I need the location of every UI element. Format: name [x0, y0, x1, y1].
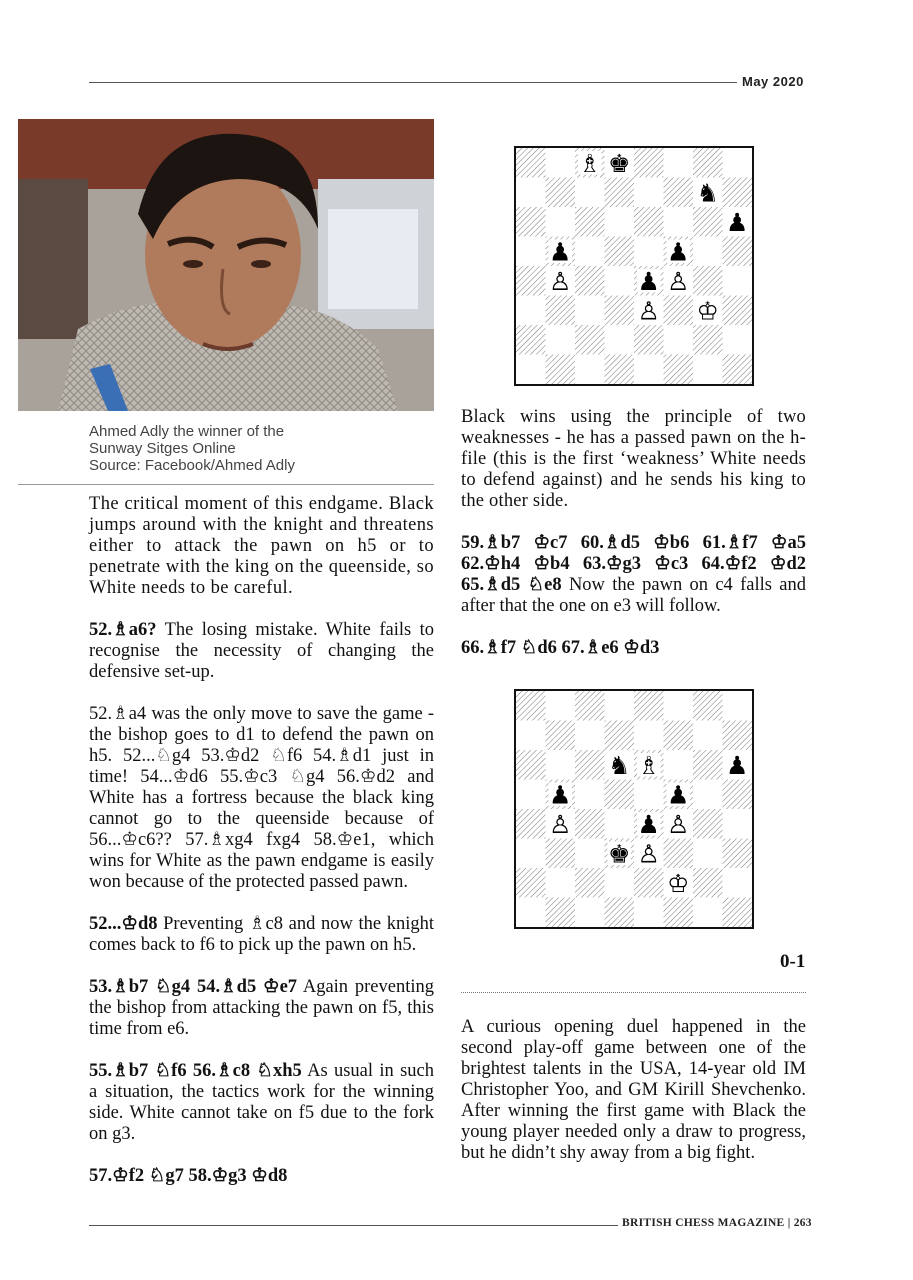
light-square	[605, 325, 635, 355]
caption-rule	[18, 484, 434, 485]
dark-square	[664, 355, 694, 385]
board-svg	[516, 148, 752, 384]
caption-line: Ahmed Adly the winner of the	[89, 423, 285, 440]
chess-piece-e3: ♙	[637, 296, 660, 326]
chess-piece-e3: ♙	[637, 839, 660, 869]
light-square	[546, 691, 576, 721]
light-square	[516, 178, 546, 208]
light-square	[546, 750, 576, 780]
light-square	[605, 266, 635, 296]
dark-square	[575, 691, 605, 721]
photo-caption	[89, 423, 434, 474]
dark-square	[546, 839, 576, 869]
dark-square	[723, 237, 753, 267]
light-square	[723, 325, 753, 355]
paragraph: The critical moment of this endgame. Black jumps around with the knight and threatens either to attack the pawn on h5 or to penetrate with the king on the queenside, so White needs to be careful.	[89, 494, 434, 598]
dark-square	[605, 178, 635, 208]
light-square	[634, 178, 664, 208]
light-square	[664, 691, 694, 721]
section-divider	[461, 992, 806, 993]
dark-square	[693, 809, 723, 839]
dark-square	[546, 355, 576, 385]
dark-square	[693, 148, 723, 178]
dark-square	[634, 148, 664, 178]
light-square	[664, 148, 694, 178]
right-column-top	[461, 407, 806, 680]
dark-square	[546, 178, 576, 208]
light-square	[605, 691, 635, 721]
paragraph	[89, 620, 434, 683]
light-square	[575, 780, 605, 810]
chess-piece-g3: ♔	[696, 296, 719, 326]
chess-piece-e4: ♟	[637, 809, 660, 839]
light-square	[575, 178, 605, 208]
right-column-bottom	[461, 1017, 806, 1185]
dark-square	[516, 148, 546, 178]
chess-piece-e6: ♗	[637, 750, 660, 780]
dark-square	[575, 325, 605, 355]
chess-piece-f2: ♔	[667, 868, 690, 898]
dark-square	[516, 325, 546, 355]
dark-square	[693, 868, 723, 898]
dark-square	[605, 721, 635, 751]
light-square	[693, 237, 723, 267]
commentary: As usual in such a situation, the tactics work for the winning side. White cannot take on f5 due to the fork on g3.	[89, 1061, 434, 1144]
dark-square	[634, 691, 664, 721]
dark-square	[575, 809, 605, 839]
dark-square	[664, 898, 694, 928]
dark-square	[723, 780, 753, 810]
dark-square	[605, 898, 635, 928]
move-text: 55.♗b7 ♘f6 56.♗c8 ♘xh5	[89, 1061, 302, 1081]
dark-square	[664, 296, 694, 326]
dark-square	[634, 325, 664, 355]
paragraph	[89, 914, 434, 956]
commentary: The losing mistake. White fails to recognise the necessity of changing the defensive set-up.	[89, 620, 434, 682]
light-square	[546, 207, 576, 237]
light-square	[634, 237, 664, 267]
dark-square	[546, 898, 576, 928]
chess-piece-f5: ♟	[667, 237, 690, 267]
commentary: Again preventing the bishop from attacking the pawn on f5, this time from e6.	[89, 977, 434, 1039]
move-text: 66.♗f7 ♘d6 67.♗e6 ♔d3	[461, 638, 660, 658]
light-square	[664, 207, 694, 237]
caption-line: Source: Facebook/Ahmed Adly	[89, 457, 295, 474]
move-text: 53.♗b7 ♘g4 54.♗d5 ♔e7	[89, 977, 298, 997]
light-square	[664, 750, 694, 780]
dark-square	[664, 178, 694, 208]
light-square	[546, 148, 576, 178]
light-square	[634, 721, 664, 751]
light-square	[516, 355, 546, 385]
chess-piece-b4: ♙	[549, 266, 572, 296]
light-square	[605, 207, 635, 237]
commentary: Preventing ♗c8 and now the knight comes back to f6 to pick up the pawn on h5.	[89, 914, 434, 955]
paragraph: A curious opening duel happened in the second play-off game between one of the brightest talents in the USA, 14-year old IM Christopher Yoo, and GM Kirill Shevchenko. After winning the first game with Black the young player needed only a draw to progress, but he didn’t shy away from a big fight.	[461, 1017, 806, 1163]
chess-diagram-2	[514, 689, 754, 929]
chess-piece-h6: ♟	[726, 207, 749, 237]
footer-label: BRITISH CHESS MAGAZINE | 263	[622, 1217, 812, 1229]
light-square	[605, 809, 635, 839]
chess-piece-f5: ♟	[667, 780, 690, 810]
light-square	[575, 721, 605, 751]
dark-square	[605, 296, 635, 326]
dark-square	[516, 809, 546, 839]
light-square	[546, 325, 576, 355]
light-square	[723, 266, 753, 296]
light-square	[723, 148, 753, 178]
light-square	[634, 780, 664, 810]
commentary: Now the pawn on c4 falls and after that the one on e3 will follow.	[461, 575, 807, 616]
light-square	[693, 839, 723, 869]
move-text: 52...♔d8	[89, 914, 158, 934]
paragraph	[89, 1061, 434, 1145]
light-square	[723, 809, 753, 839]
move-text: 59.♗b7 ♔c7 60.♗d5 ♔b6 61.♗f7 ♔a5 62.♔h4 ♔b4 63.♔g3 ♔c3 64.♔f2 ♔d2 65.♗d5 ♘e8	[461, 533, 806, 595]
chess-diagram-1	[514, 146, 754, 386]
dark-square	[516, 750, 546, 780]
header-rule	[89, 82, 737, 83]
light-square	[693, 355, 723, 385]
dark-square	[634, 868, 664, 898]
dark-square	[693, 691, 723, 721]
chess-piece-c8: ♗	[578, 148, 601, 178]
dark-square	[634, 207, 664, 237]
dark-square	[693, 325, 723, 355]
chess-piece-b5: ♟	[549, 780, 572, 810]
dark-square	[575, 207, 605, 237]
light-square	[664, 325, 694, 355]
player-photo	[18, 119, 434, 411]
light-square	[575, 237, 605, 267]
light-square	[693, 898, 723, 928]
dark-square	[693, 266, 723, 296]
light-square	[693, 721, 723, 751]
paragraph	[461, 638, 806, 659]
dark-square	[723, 839, 753, 869]
light-square	[575, 355, 605, 385]
dark-square	[723, 355, 753, 385]
light-square	[546, 868, 576, 898]
board-svg	[516, 691, 752, 927]
light-square	[634, 355, 664, 385]
caption-line: Sunway Sitges Online	[89, 440, 236, 457]
light-square	[575, 839, 605, 869]
light-square	[605, 868, 635, 898]
light-square	[634, 898, 664, 928]
paragraph	[89, 977, 434, 1040]
dark-square	[516, 207, 546, 237]
dark-square	[605, 355, 635, 385]
dark-square	[723, 178, 753, 208]
paragraph	[461, 533, 806, 617]
chess-piece-d3: ♚	[608, 839, 631, 869]
dark-square	[605, 780, 635, 810]
paragraph: 52.♗a4 was the only move to save the game - the bishop goes to d1 to defend the pawn on h5. 52...♘g4 53.♔d2 ♘f6 54.♗d1 just in time! 54...♔d6 55.♔c3 ♘g4 56.♔d2 and White has a fortress because the black king cannot go to the queenside because of 56...♔c6?? 57.♗xg4 fxg4 58.♔e1, which wins for White as the pawn endgame is easily won because of the protected passed pawn.	[89, 704, 434, 892]
light-square	[516, 898, 546, 928]
light-square	[516, 721, 546, 751]
dark-square	[723, 898, 753, 928]
light-square	[516, 839, 546, 869]
chess-piece-g7: ♞	[696, 178, 719, 208]
chess-piece-b5: ♟	[549, 237, 572, 267]
dark-square	[664, 721, 694, 751]
move-text: 52.♗a6?	[89, 620, 157, 640]
chess-piece-d6: ♞	[608, 750, 631, 780]
dark-square	[516, 266, 546, 296]
chess-piece-h6: ♟	[726, 750, 749, 780]
dark-square	[723, 721, 753, 751]
light-square	[516, 296, 546, 326]
dark-square	[575, 266, 605, 296]
light-square	[693, 780, 723, 810]
footer-rule	[89, 1225, 618, 1226]
chess-piece-b4: ♙	[549, 809, 572, 839]
dark-square	[575, 750, 605, 780]
dark-square	[546, 296, 576, 326]
paragraph: Black wins using the principle of two weaknesses - he has a passed pawn on the h-file (this is the first ‘weakness’ White needs to defend against) and he sends his king to the other side.	[461, 407, 806, 511]
light-square	[516, 780, 546, 810]
game-result: 0-1	[780, 951, 806, 972]
dark-square	[546, 721, 576, 751]
issue-date: May 2020	[742, 74, 804, 89]
dark-square	[605, 237, 635, 267]
light-square	[575, 898, 605, 928]
dark-square	[723, 296, 753, 326]
dark-square	[693, 207, 723, 237]
move-text: 57.♔f2 ♘g7 58.♔g3 ♔d8	[89, 1166, 288, 1186]
dark-square	[516, 691, 546, 721]
dark-square	[693, 750, 723, 780]
left-column	[89, 494, 434, 1208]
light-square	[723, 691, 753, 721]
chess-piece-f4: ♙	[667, 809, 690, 839]
dark-square	[664, 839, 694, 869]
chess-piece-f4: ♙	[667, 266, 690, 296]
chess-piece-d8: ♚	[608, 148, 631, 178]
dark-square	[516, 868, 546, 898]
dark-square	[575, 868, 605, 898]
chess-piece-e4: ♟	[637, 266, 660, 296]
paragraph	[89, 1166, 434, 1187]
light-square	[516, 237, 546, 267]
light-square	[575, 296, 605, 326]
light-square	[723, 868, 753, 898]
